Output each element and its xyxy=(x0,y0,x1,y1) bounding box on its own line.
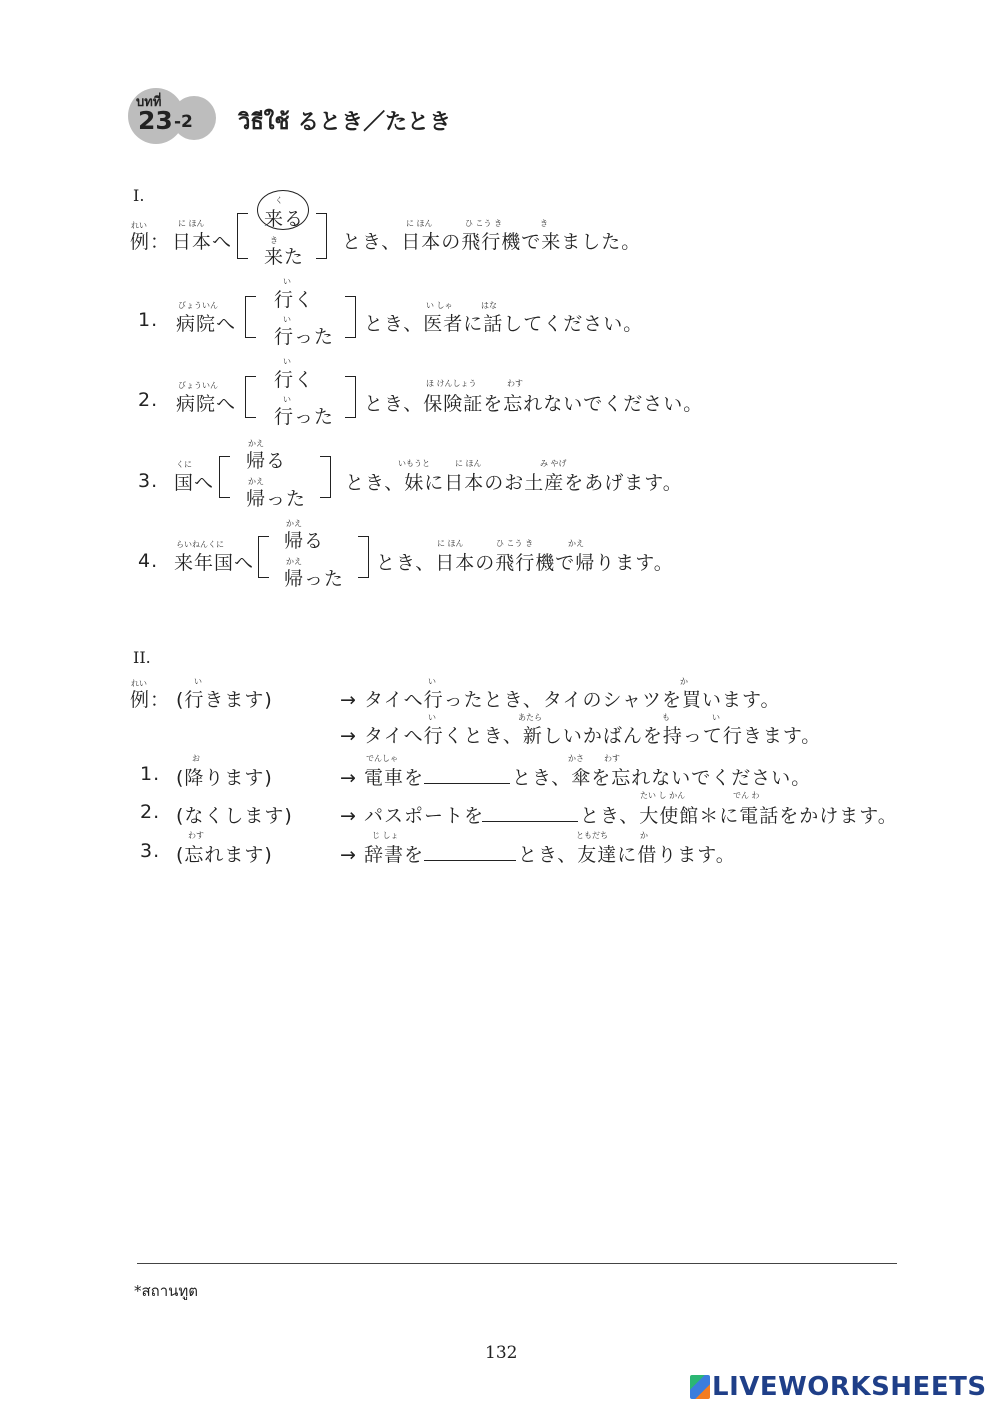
item-prefix: → 電車を xyxy=(340,767,424,789)
ruby: わす xyxy=(604,754,620,763)
item-opt1: 帰る xyxy=(284,530,325,552)
item-verb: (なくします) xyxy=(176,805,293,827)
lesson-badge xyxy=(128,88,216,144)
example-verb: (行きます) xyxy=(176,689,273,711)
liveworksheets-logo[interactable] xyxy=(690,1372,987,1402)
page-number: 132 xyxy=(485,1343,518,1363)
ruby: い xyxy=(428,713,436,722)
ruby: あたら xyxy=(518,713,542,722)
ruby: でん わ xyxy=(733,791,760,800)
ruby: かえ xyxy=(248,477,264,486)
item-head: 病院へ xyxy=(176,313,237,335)
item-prefix: → パスポートを xyxy=(340,805,484,827)
logo-text: LIVEWORKSHEETS xyxy=(712,1372,987,1402)
item-tail: とき、医者に話してください。 xyxy=(364,313,644,335)
example-answer-2: → タイへ行くとき、新しいかばんを持って行きます。 xyxy=(340,725,822,747)
bracket-right xyxy=(316,213,327,259)
bracket-right xyxy=(358,536,369,578)
item-suffix: とき、大使館＊に電話をかけます。 xyxy=(580,805,898,827)
item-opt2: 行った xyxy=(274,326,335,348)
ruby: に ほん xyxy=(455,459,482,468)
item-opt2: 行った xyxy=(274,406,335,428)
item-number: 2. xyxy=(140,801,161,823)
badge-sub: -2 xyxy=(174,112,193,132)
ruby: わす xyxy=(188,831,204,840)
ruby: い xyxy=(283,277,291,286)
bracket-left xyxy=(245,296,256,338)
ruby: たい し かん xyxy=(640,791,686,800)
ruby: い xyxy=(194,677,202,686)
item-opt2: 帰った xyxy=(246,488,307,510)
item-head: 病院へ xyxy=(176,393,237,415)
ruby: れい xyxy=(131,221,147,230)
example-prefix: 例： xyxy=(130,689,171,711)
item-head: 来年国へ xyxy=(174,552,255,574)
item-verb: (降ります) xyxy=(176,767,273,789)
ruby: か xyxy=(640,831,648,840)
example-head: 日本へ xyxy=(172,231,233,253)
item-opt1: 行く xyxy=(274,289,315,311)
ruby: かえ xyxy=(248,439,264,448)
item-tail: とき、保険証を忘れないでください。 xyxy=(364,393,704,415)
section2-label: II. xyxy=(133,648,151,667)
ruby: かえ xyxy=(286,557,302,566)
ruby: びょういん xyxy=(178,381,218,390)
ruby: くに xyxy=(176,460,192,469)
ruby: かさ xyxy=(568,754,584,763)
ruby: いもうと xyxy=(398,459,430,468)
ruby: に ほん xyxy=(178,219,205,228)
ruby: き xyxy=(270,236,278,245)
ruby: お xyxy=(192,754,200,763)
ruby: かえ xyxy=(568,539,584,548)
footnote-divider xyxy=(137,1263,897,1264)
bracket-left xyxy=(258,536,269,578)
item-tail: とき、日本の飛行機で帰ります。 xyxy=(376,552,674,574)
ruby: れい xyxy=(131,679,147,688)
ruby: か xyxy=(680,677,688,686)
ruby: い xyxy=(712,713,720,722)
example-prefix: 例： xyxy=(130,231,171,253)
badge-number: 23 xyxy=(138,106,173,135)
item-opt2: 帰った xyxy=(284,568,345,590)
answer-blank[interactable] xyxy=(424,860,516,861)
item-number: 3. xyxy=(138,470,159,492)
liveworksheets-icon xyxy=(690,1375,710,1399)
ruby: はな xyxy=(481,301,497,310)
ruby: い しゃ xyxy=(426,301,453,310)
bracket-left xyxy=(219,456,230,498)
item-head: 国へ xyxy=(174,472,215,494)
item-verb: (忘れます) xyxy=(176,844,273,866)
ruby: わす xyxy=(507,379,523,388)
ruby: でんしゃ xyxy=(366,754,398,763)
ruby: ほ けんしょう xyxy=(426,379,477,388)
ruby: い xyxy=(283,395,291,404)
item-number: 1. xyxy=(140,763,161,785)
badge-label: บทที่ xyxy=(136,95,162,110)
ruby: ひ こう き xyxy=(496,539,534,548)
footnote: *สถานทูต xyxy=(134,1282,199,1300)
item-suffix: とき、友達に借ります。 xyxy=(518,844,736,866)
ruby: らいねんくに xyxy=(176,540,224,549)
bracket-right xyxy=(320,456,331,498)
ruby: み やげ xyxy=(540,459,567,468)
item-opt1: 帰る xyxy=(246,450,287,472)
item-opt1: 行く xyxy=(274,369,315,391)
ruby: に ほん xyxy=(437,539,464,548)
item-number: 1. xyxy=(138,309,159,331)
ruby: ともだち xyxy=(576,831,608,840)
item-prefix: → 辞書を xyxy=(340,844,424,866)
page-title: วิธีใช้ るとき／たとき xyxy=(238,110,452,135)
answer-blank[interactable] xyxy=(424,783,510,784)
example-answer-1: → タイへ行ったとき、タイのシャツを買います。 xyxy=(340,689,781,711)
item-number: 2. xyxy=(138,389,159,411)
answer-blank[interactable] xyxy=(482,821,578,822)
ruby: じ しょ xyxy=(372,831,399,840)
ruby: い xyxy=(428,677,436,686)
ruby: も xyxy=(662,713,670,722)
item-tail: とき、妹に日本のお土産をあげます。 xyxy=(345,472,683,494)
ruby: い xyxy=(283,315,291,324)
bracket-left xyxy=(245,376,256,418)
bracket-right xyxy=(345,376,356,418)
ruby: い xyxy=(283,357,291,366)
example-opt1: 来る xyxy=(264,208,305,230)
ruby: かえ xyxy=(286,519,302,528)
ruby: き xyxy=(540,219,548,228)
example-tail: とき、日本の飛行機で来ました。 xyxy=(342,231,642,253)
bracket-right xyxy=(345,296,356,338)
example-opt2: 来た xyxy=(264,246,305,268)
ruby: びょういん xyxy=(178,301,218,310)
item-number: 3. xyxy=(140,840,161,862)
ruby: ひ こう き xyxy=(465,219,503,228)
section1-label: I. xyxy=(133,186,145,205)
ruby: く xyxy=(275,196,283,205)
item-suffix: とき、傘を忘れないでください。 xyxy=(512,767,812,789)
ruby: に ほん xyxy=(406,219,433,228)
bracket-left xyxy=(237,213,248,259)
item-number: 4. xyxy=(138,550,159,572)
